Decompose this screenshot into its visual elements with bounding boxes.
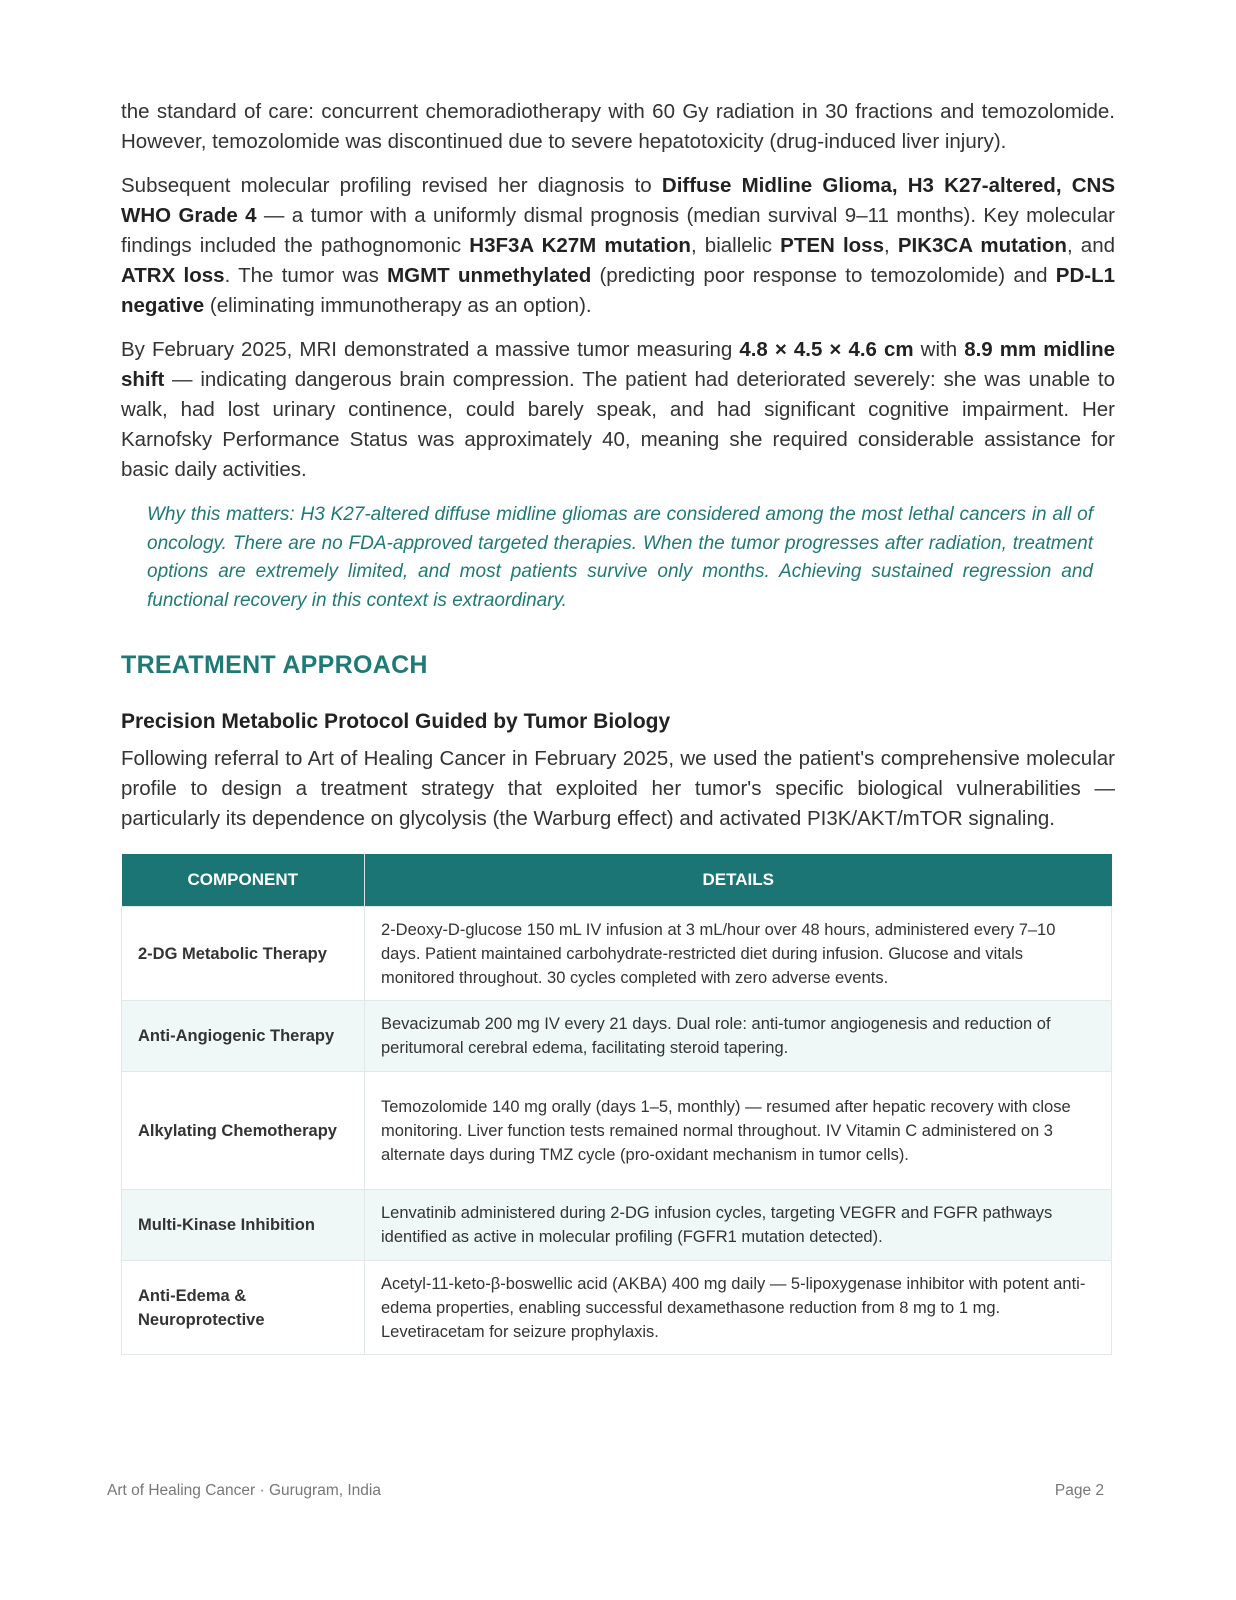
- treatment-table: [121, 854, 1112, 1355]
- component-cell: 2-DG Metabolic Therapy: [122, 907, 365, 1001]
- paragraph-standard-of-care: the standard of care: concurrent chemoradiotherapy with 60 Gy radiation in 30 fractions and temozolomide. However, temozolomide was discontinued due to severe hepatotoxicity (drug-induced liver injury).: [121, 100, 1115, 153]
- text: By February 2025, MRI demonstrated a massive tumor measuring: [121, 338, 740, 361]
- details-cell: Bevacizumab 200 mg IV every 21 days. Dual role: anti-tumor angiogenesis and reduction of peritumoral cerebral edema, facilitating steroid tapering.: [365, 1001, 1112, 1072]
- details-cell: Lenvatinib administered during 2-DG infusion cycles, targeting VEGFR and FGFR pathways identified as active in molecular profiling (FGFR1 mutation detected).: [365, 1190, 1112, 1261]
- footer-organization: Art of Healing Cancer · Gurugram, India: [107, 1482, 381, 1499]
- table-row: [122, 1072, 1112, 1190]
- table-row: [122, 1190, 1112, 1261]
- pten-bold: PTEN loss: [780, 234, 884, 257]
- table-row: [122, 1261, 1112, 1355]
- subsection-heading: Precision Metabolic Protocol Guided by Tumor Biology: [121, 710, 671, 733]
- text: (eliminating immunotherapy as an option).: [204, 294, 592, 317]
- component-cell: Anti-Edema & Neuroprotective: [122, 1261, 365, 1355]
- pdl1-bold: PD-L1 negative: [121, 264, 1116, 317]
- table-row: [122, 1001, 1112, 1072]
- paragraph-molecular-profiling: [121, 171, 1115, 321]
- table-header-row: [122, 854, 1112, 907]
- pik3ca-bold: PIK3CA mutation: [897, 234, 1067, 257]
- text: with: [913, 338, 965, 361]
- section-heading: TREATMENT APPROACH: [121, 651, 428, 679]
- tumor-size-bold: 4.8 × 4.5 × 4.6 cm: [739, 338, 914, 361]
- text: — indicating dangerous brain compression. The patient had deteriorated severely: she was unable to walk, had lost urinary continence, could barely speak, and had significant cognitive impairment. Her Karnofsky Performance Status was approximately 40, meaning she required considerable assistance for basic daily activities.: [121, 368, 1115, 481]
- mgmt-bold: MGMT unmethylated: [387, 264, 592, 287]
- text: , and: [1066, 234, 1115, 257]
- paragraph-mri-findings: [121, 335, 1115, 485]
- table-row: [122, 907, 1112, 1001]
- text: . The tumor was: [224, 264, 388, 287]
- component-cell: Multi-Kinase Inhibition: [122, 1190, 365, 1261]
- component-cell: Anti-Angiogenic Therapy: [122, 1001, 365, 1072]
- footer-page-number: Page 2: [1054, 1482, 1104, 1499]
- why-this-matters-callout: Why this matters: H3 K27-altered diffuse midline gliomas are considered among the most lethal cancers in all of oncology. There are no FDA-approved targeted therapies. When the tumor progresses after radiation, treatment options are extremely limited, and most patients survive only months. Achieving sustained regression and functional recovery in this context is extraordinary.: [147, 504, 1093, 611]
- component-cell: Alkylating Chemotherapy: [122, 1072, 365, 1190]
- details-cell: Temozolomide 140 mg orally (days 1–5, monthly) — resumed after hepatic recovery with close monitoring. Liver function tests remained normal throughout. IV Vitamin C administered on 3 alternate days during TMZ cycle (pro-oxidant mechanism in tumor cells).: [365, 1072, 1112, 1190]
- document-page: [121, 97, 1115, 1355]
- details-cell: 2-Deoxy-D-glucose 150 mL IV infusion at 3 mL/hour over 48 hours, administered every 7–10 days. Patient maintained carbohydrate-restricted diet during infusion. Glucose and vitals monitored throughout. 30 cycles completed with zero adverse events.: [365, 907, 1112, 1001]
- midline-shift-bold: 8.9 mm midline shift: [121, 338, 1115, 391]
- text: ,: [884, 234, 898, 257]
- atrx-bold: ATRX loss: [121, 264, 225, 287]
- text: , biallelic: [690, 234, 781, 257]
- mutation-bold: H3F3A K27M mutation: [469, 234, 691, 257]
- text: (predicting poor response to temozolomide) and: [591, 264, 1056, 287]
- details-cell: Acetyl-11-keto-β-boswellic acid (AKBA) 400 mg daily — 5-lipoxygenase inhibitor with potent anti-edema properties, enabling successful dexamethasone reduction from 8 mg to 1 mg. Levetiracetam for seizure prophylaxis.: [365, 1261, 1112, 1355]
- text: Subsequent molecular profiling revised her diagnosis to: [121, 174, 662, 197]
- text: — a tumor with a uniformly dismal prognosis (median survival 9–11 months). Key molecular findings included the pathognomonic: [121, 204, 1115, 257]
- column-header-component: COMPONENT: [122, 854, 365, 907]
- paragraph-intro: Following referral to Art of Healing Cancer in February 2025, we used the patient's comprehensive molecular profile to design a treatment strategy that exploited her tumor's specific biological vulnerabilities — particularly its dependence on glycolysis (the Warburg effect) and activated PI3K/AKT/mTOR signaling.: [121, 747, 1115, 830]
- diagnosis-bold: Diffuse Midline Glioma, H3 K27-altered, CNS WHO Grade 4: [121, 174, 1115, 227]
- column-header-details: DETAILS: [365, 854, 1112, 907]
